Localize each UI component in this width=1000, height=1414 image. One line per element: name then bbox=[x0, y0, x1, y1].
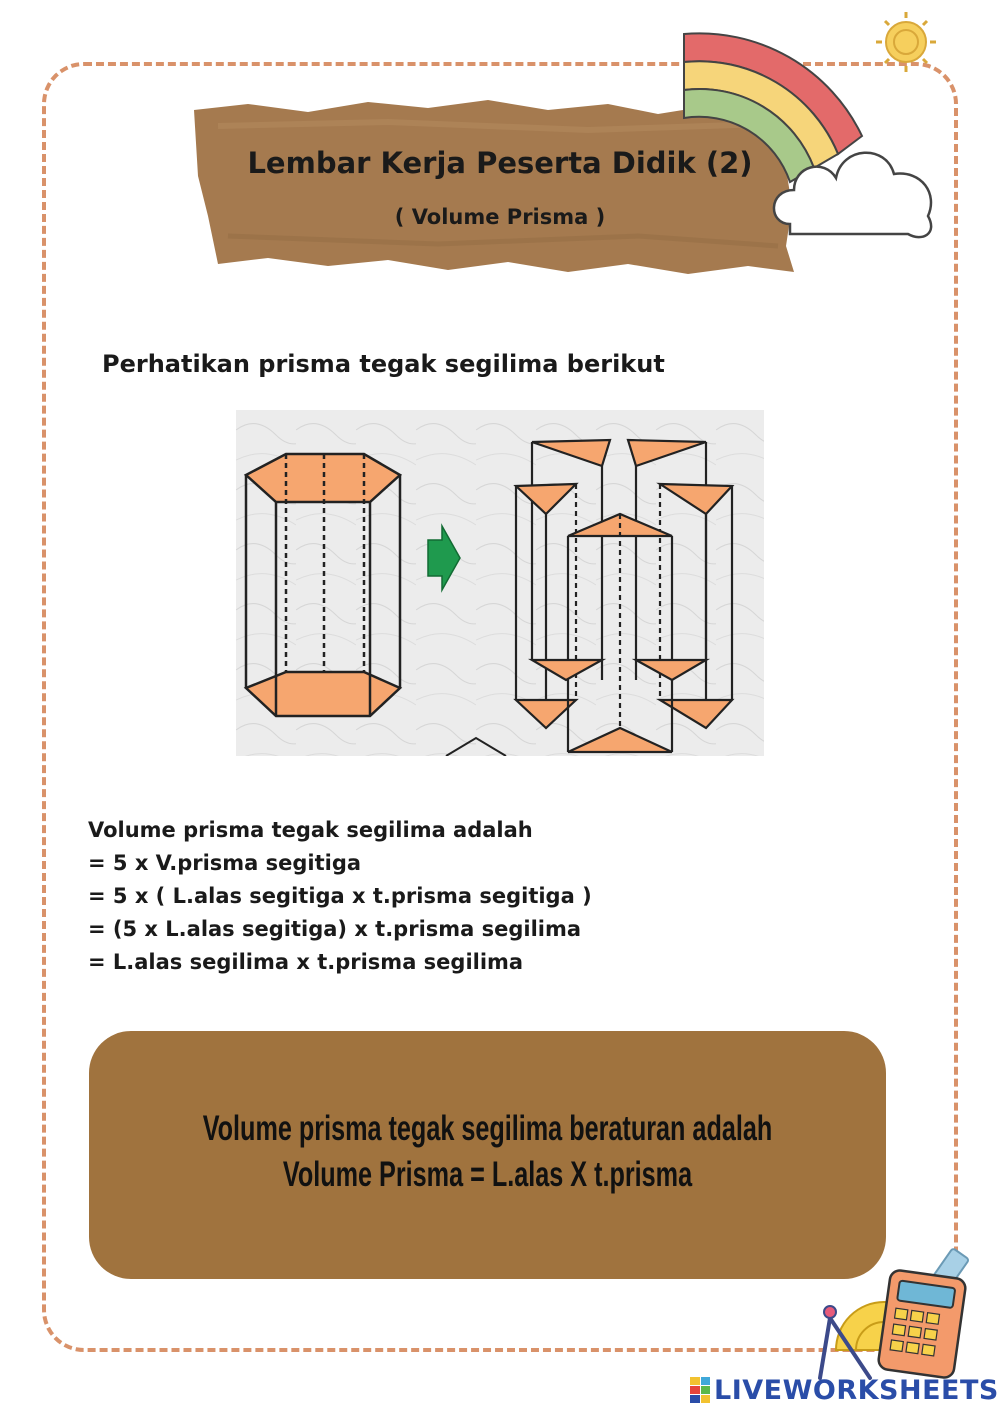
step-line: = 5 x ( L.alas segitiga x t.prisma segitiga ) bbox=[88, 884, 592, 908]
step-line: Volume prisma tegak segilima adalah bbox=[88, 818, 533, 842]
conclusion-line-2: Volume Prisma = L.alas X t.prisma bbox=[282, 1155, 693, 1194]
page-title: Lembar Kerja Peserta Didik (2) bbox=[247, 146, 753, 180]
liveworksheets-brand[interactable] bbox=[690, 1372, 999, 1408]
liveworksheets-logo-icon bbox=[690, 1377, 710, 1403]
step-line: = L.alas segilima x t.prisma segilima bbox=[88, 950, 524, 974]
derivation-steps bbox=[88, 814, 592, 979]
page-subtitle: ( Volume Prisma ) bbox=[394, 205, 606, 229]
intro-text: Perhatikan prisma tegak segilima berikut bbox=[102, 350, 665, 378]
conclusion-line-1: Volume prisma tegak segilima beraturan adalah bbox=[202, 1109, 773, 1148]
stationery-icon bbox=[810, 1238, 970, 1386]
rainbow-cloud-icon bbox=[672, 6, 952, 242]
sun-icon bbox=[876, 12, 936, 72]
step-line: = 5 x V.prisma segitiga bbox=[88, 851, 362, 875]
conclusion-panel bbox=[89, 1031, 886, 1279]
step-line: = (5 x L.alas segitiga) x t.prisma segilima bbox=[88, 917, 582, 941]
prism-figure bbox=[236, 410, 764, 756]
brand-name: LIVEWORKSHEETS bbox=[714, 1374, 999, 1406]
calculator-icon bbox=[877, 1269, 966, 1379]
